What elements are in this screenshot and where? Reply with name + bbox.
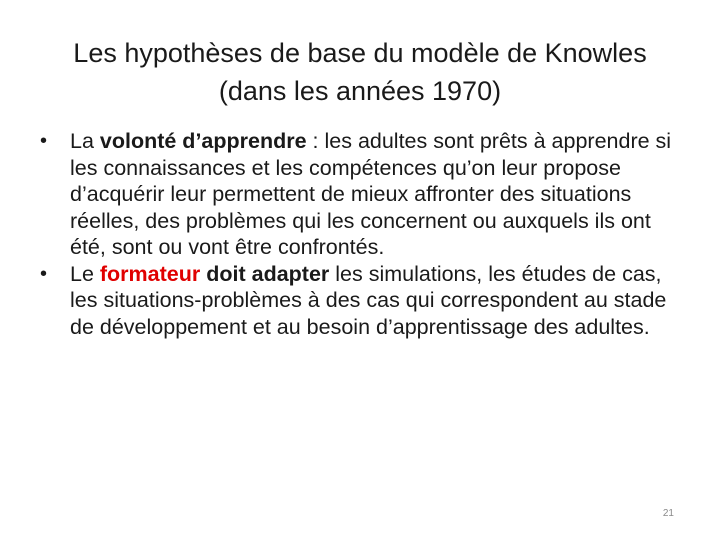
bullet-list: [40, 128, 690, 340]
bullet-marker: •: [40, 130, 48, 152]
bullet-item-formateur: [40, 261, 690, 341]
bullet-item-volonte: [40, 128, 690, 261]
bullet-emphasis-red: formateur: [99, 261, 201, 286]
title-line-2: (dans les années 1970): [218, 76, 502, 106]
bullet-prefix: La: [70, 129, 100, 153]
bullet-emphasis: doit adapter: [206, 261, 330, 286]
bullet-text: : les adultes sont prêts à apprendre si les connaissances et les compétences qu’on leur propose d’acquérir leur permettent de mieux affronter des situations réelles, des problèmes qui les concernent ou auxquels ils ont été, sont ou vont être confrontés.: [70, 129, 672, 259]
title-line-1: Les hypothèses de base du modèle de Knowles: [73, 38, 647, 68]
bullet-marker: •: [40, 262, 48, 285]
bullet-text: les simulations, les études de cas, les situations-problèmes à des cas qui correspondent au stade de développement et au besoin d’apprentissage des adultes.: [70, 261, 667, 339]
page-number: 21: [662, 508, 674, 519]
bullet-emphasis: volonté d’apprendre: [99, 129, 307, 153]
bullet-prefix: Le: [70, 261, 100, 286]
slide-title: [40, 34, 680, 110]
